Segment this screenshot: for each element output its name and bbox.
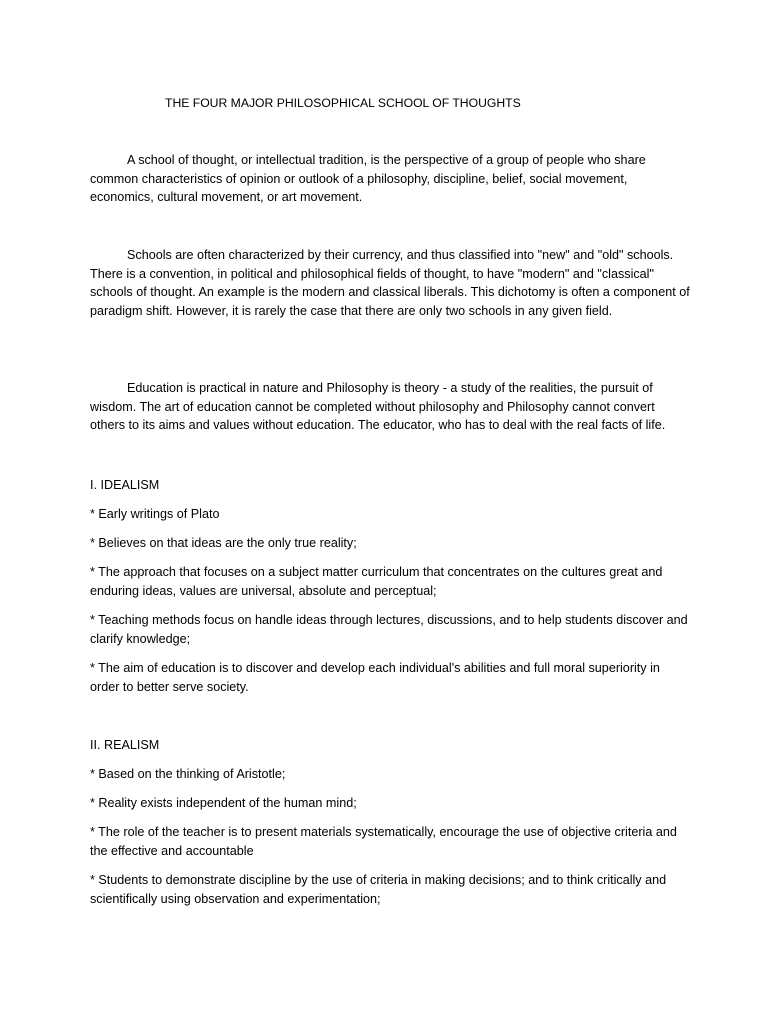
realism-item-3: * The role of the teacher is to present materials systematically, encourage the use of objective criteria and the effective and accountable <box>90 825 677 858</box>
realism-item-2: * Reality exists independent of the human mind; <box>90 796 357 810</box>
section-heading-idealism: I. IDEALISM <box>90 478 160 492</box>
document-title: THE FOUR MAJOR PHILOSOPHICAL SCHOOL OF THOUGHTS <box>165 96 521 110</box>
idealism-item-5: * The aim of education is to discover and develop each individual's abilities and full moral superiority in order to better serve society. <box>90 661 660 694</box>
intro-paragraph-2: Schools are often characterized by their currency, and thus classified into "new" and "old" schools. There is a convention, in political and philosophical fields of thought, to have "modern" and "classical" schools of thought. An example is the modern and classical liberals. This dichotomy is often a component of paradigm shift. However, it is rarely the case that there are only two schools in any given field. <box>90 248 690 318</box>
idealism-item-1: * Early writings of Plato <box>90 507 220 521</box>
idealism-item-2: * Believes on that ideas are the only true reality; <box>90 536 357 550</box>
intro-paragraph-1: A school of thought, or intellectual tradition, is the perspective of a group of people who share common characteristics of opinion or outlook of a philosophy, discipline, belief, social movement, economics, cultural movement, or art movement. <box>90 153 646 205</box>
idealism-item-3: * The approach that focuses on a subject matter curriculum that concentrates on the cultures great and enduring ideas, values are universal, absolute and perceptual; <box>90 565 663 598</box>
realism-item-4: * Students to demonstrate discipline by the use of criteria in making decisions; and to think critically and scientifically using observation and experimentation; <box>90 873 667 906</box>
realism-item-1: * Based on the thinking of Aristotle; <box>90 767 286 781</box>
idealism-item-4: * Teaching methods focus on handle ideas through lectures, discussions, and to help students discover and clarify knowledge; <box>90 613 688 646</box>
section-heading-realism: II. REALISM <box>90 738 160 752</box>
intro-paragraph-3: Education is practical in nature and Philosophy is theory - a study of the realities, the pursuit of wisdom. The art of education cannot be completed without philosophy and Philosophy cannot convert others to its aims and values without education. The educator, who has to deal with the real facts of life. <box>90 381 666 433</box>
